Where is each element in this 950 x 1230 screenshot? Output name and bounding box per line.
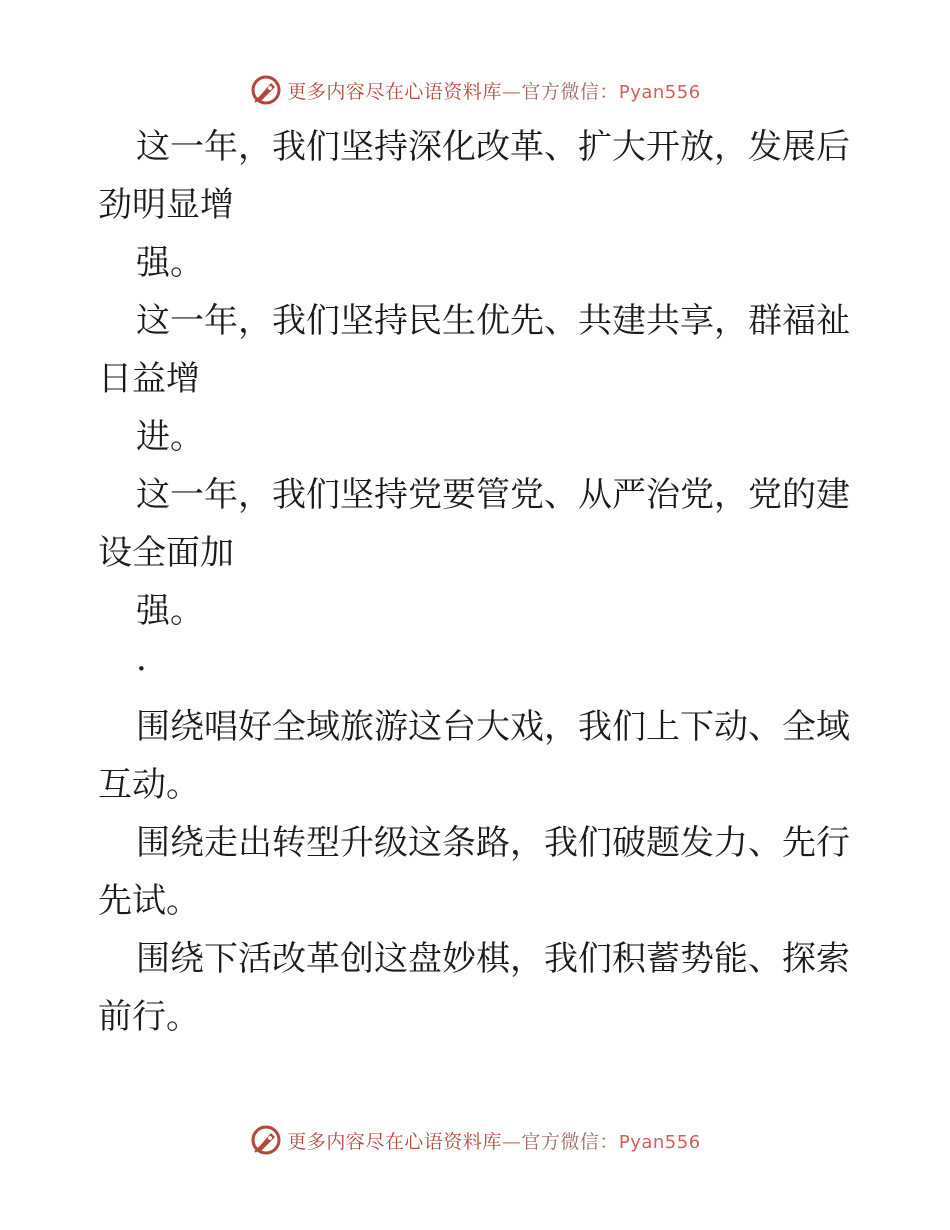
- footer-brand: 更多内容尽在心语资料库: [287, 1130, 502, 1153]
- paragraph-line: 围绕下活改革创这盘妙棋，我们积蓄势能、探索: [136, 939, 850, 979]
- paragraph-line: 这一年，我们坚持民生优先、共建共享，群福祉: [136, 301, 850, 341]
- header-brand: 更多内容尽在心语资料库: [287, 80, 502, 103]
- paragraph-line: 日益增: [98, 359, 200, 399]
- paragraph-line: 强。: [136, 591, 204, 631]
- header-banner: [0, 70, 950, 110]
- pen-nib-logo-icon: [249, 1123, 283, 1157]
- footer-text: [287, 1127, 700, 1154]
- footer-wechat-label: 官方微信：: [521, 1130, 619, 1153]
- paragraph-line: 进。: [136, 417, 204, 457]
- bullet-dot: ·: [136, 649, 147, 689]
- paragraph-line: 互动。: [98, 765, 200, 805]
- paragraph-line: 强。: [136, 243, 204, 283]
- paragraph-line: 围绕走出转型升级这条路，我们破题发力、先行: [136, 823, 850, 863]
- pen-nib-logo-icon: [249, 73, 283, 107]
- header-wechat-id: Pyan556: [618, 81, 701, 103]
- paragraph-line: 围绕唱好全域旅游这台大戏，我们上下动、全域: [136, 707, 850, 747]
- paragraph-line: 设全面加: [98, 533, 234, 573]
- paragraph-line: 劲明显增: [98, 185, 234, 225]
- paragraph-line: 这一年，我们坚持深化改革、扩大开放，发展后: [136, 127, 850, 167]
- header-wechat-label: 官方微信：: [521, 80, 619, 103]
- paragraph-line: 前行。: [98, 997, 200, 1037]
- footer-wechat-id: Pyan556: [618, 1131, 701, 1153]
- paragraph-line: 这一年，我们坚持党要管党、从严治党，党的建: [136, 475, 850, 515]
- document-body: [98, 118, 858, 1046]
- paragraph-line: 先试。: [98, 881, 200, 921]
- header-dash: —: [501, 80, 522, 103]
- footer-banner: [0, 1120, 950, 1160]
- footer-dash: —: [501, 1130, 522, 1153]
- header-text: [287, 77, 700, 104]
